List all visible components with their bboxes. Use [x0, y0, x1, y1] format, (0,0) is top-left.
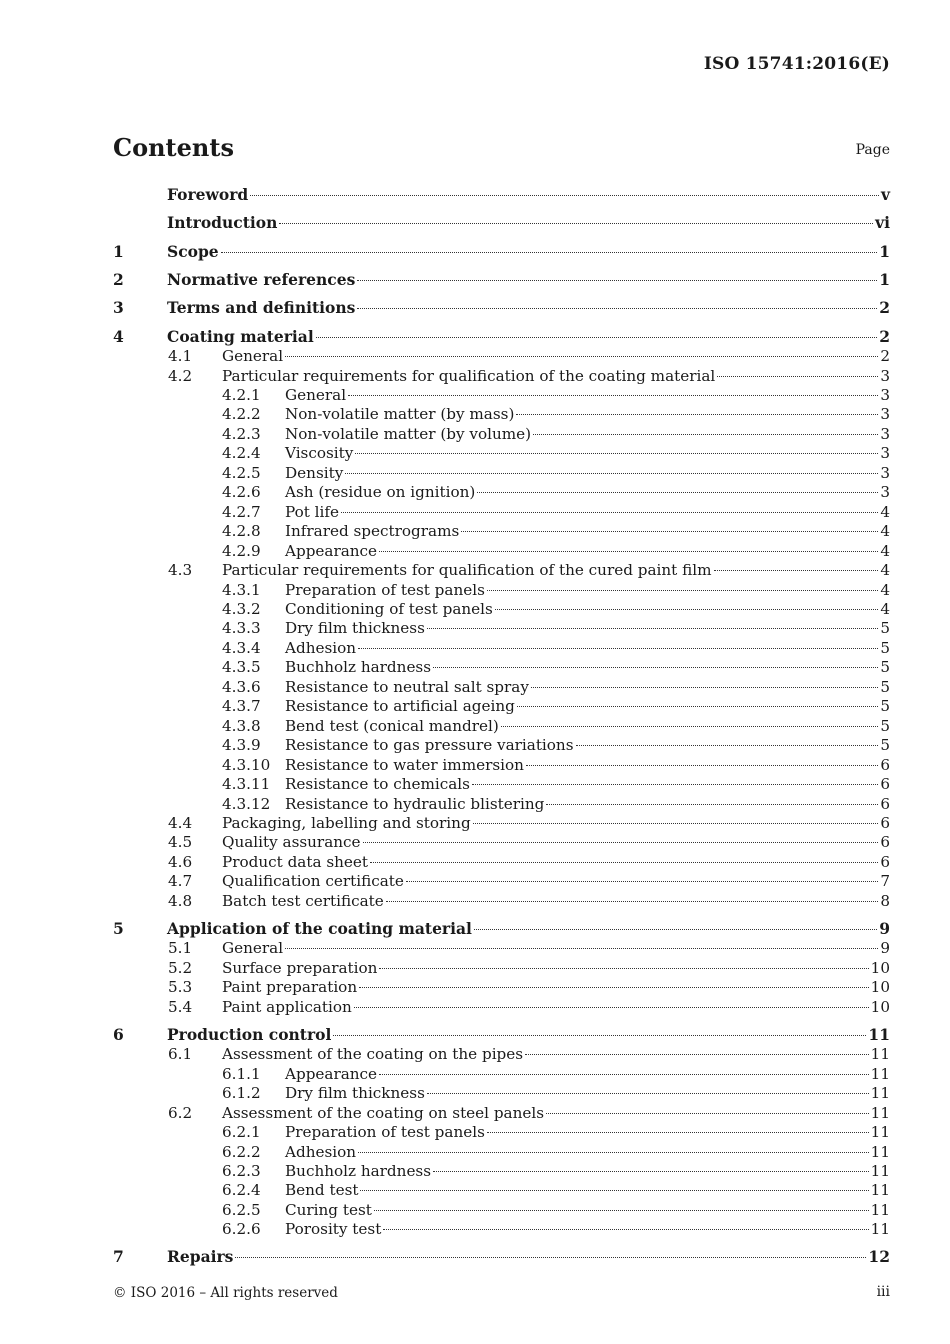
toc-entry[interactable]	[113, 1180, 890, 1200]
dot-leader	[360, 1189, 868, 1191]
toc-entry-title: Introduction	[167, 213, 278, 233]
toc-entry-number: 4.6	[168, 852, 193, 871]
toc-entry-number: 4.2.5	[222, 463, 261, 482]
toc-entry-title: Bend test (conical mandrel)	[285, 716, 499, 735]
toc-entry-page: 2	[880, 347, 890, 366]
dot-leader	[531, 686, 878, 688]
toc-entry-page: 2	[879, 298, 890, 318]
toc-entry-number: 2	[113, 269, 124, 289]
toc-entry-page: 5	[880, 638, 890, 657]
toc-entry[interactable]	[113, 1219, 890, 1239]
toc-entry[interactable]	[113, 424, 890, 444]
toc-entry-number: 4.2.7	[222, 502, 261, 521]
toc-entry[interactable]	[113, 580, 890, 600]
toc-entry-number: 4	[113, 326, 124, 346]
dot-leader	[341, 511, 878, 513]
toc-entry-number: 4.3.4	[222, 638, 261, 657]
toc-entry-page: 6	[880, 833, 890, 852]
toc-entry-number: 6.1.2	[222, 1084, 261, 1103]
toc-entry[interactable]	[113, 997, 890, 1017]
toc-entry[interactable]	[113, 270, 890, 290]
dot-leader	[333, 1034, 866, 1036]
toc-entry-number: 4.4	[168, 813, 193, 832]
toc-entry-page: 5	[880, 736, 890, 755]
toc-entry-page: 11	[868, 1024, 890, 1044]
toc-entry[interactable]	[113, 521, 890, 541]
toc-entry[interactable]	[113, 327, 890, 347]
toc-entry[interactable]	[113, 1247, 890, 1267]
toc-entry[interactable]	[113, 502, 890, 522]
toc-entry-title: Resistance to gas pressure variations	[285, 736, 574, 755]
toc-entry-page: 4	[880, 541, 890, 560]
toc-entry-title: Qualification certificate	[222, 872, 404, 891]
toc-entry[interactable]	[113, 213, 890, 233]
toc-entry[interactable]	[113, 404, 890, 424]
toc-entry-page: 5	[880, 677, 890, 696]
toc-entry[interactable]	[113, 755, 890, 775]
dot-leader	[487, 1131, 869, 1133]
toc-entry-number: 6.2.3	[222, 1162, 261, 1180]
toc-entry-page: 3	[880, 366, 890, 385]
toc-entry-title: Quality assurance	[222, 833, 361, 852]
toc-entry[interactable]	[113, 1161, 890, 1181]
toc-entry[interactable]	[113, 1064, 890, 1084]
toc-entry-number: 4.3.1	[222, 580, 261, 599]
toc-entry[interactable]	[113, 794, 890, 814]
toc-entry-title: Conditioning of test panels	[285, 599, 493, 618]
toc-entry[interactable]	[113, 242, 890, 262]
toc-entry-page: 11	[870, 1220, 890, 1239]
toc-entry[interactable]	[113, 599, 890, 619]
dot-leader	[355, 452, 878, 454]
toc-entry[interactable]	[113, 774, 890, 794]
toc-entry-number: 4.3.5	[222, 658, 261, 677]
dot-leader	[433, 666, 878, 668]
toc-entry-title: Curing test	[285, 1200, 372, 1219]
toc-entry[interactable]	[113, 618, 890, 638]
dot-leader	[714, 569, 879, 571]
dot-leader	[461, 530, 878, 532]
toc-entry-page: v	[880, 185, 890, 204]
toc-entry-number: 3	[113, 298, 124, 318]
toc-entry-title: Product data sheet	[222, 852, 368, 871]
dot-leader	[374, 1209, 869, 1211]
toc-entry-title: Adhesion	[285, 638, 357, 657]
toc-entry-number: 4.3.10	[222, 755, 271, 774]
toc-entry-page: 10	[870, 978, 890, 997]
toc-entry-number: 5.3	[168, 978, 193, 997]
toc-entry[interactable]	[113, 385, 890, 405]
toc-entry-number: 6.2.2	[222, 1142, 261, 1161]
toc-entry[interactable]	[113, 1122, 890, 1142]
toc-entry-page: 3	[880, 424, 890, 443]
toc-entry[interactable]	[113, 657, 890, 677]
toc-entry-title: Assessment of the coating on steel panels	[222, 1103, 545, 1122]
toc-entry-page: 11	[870, 1142, 890, 1161]
toc-entry[interactable]	[113, 938, 890, 958]
toc-entry-title: Surface preparation	[222, 958, 378, 977]
toc-entry-page: 3	[880, 444, 890, 463]
toc-entry-title: Normative references	[167, 269, 356, 289]
toc-entry-page: 5	[880, 697, 890, 716]
toc-entry[interactable]	[113, 1025, 890, 1045]
toc-entry-title: Viscosity	[285, 444, 354, 463]
toc-entry[interactable]	[113, 735, 890, 755]
dot-leader	[221, 251, 878, 253]
toc-entry-page: 11	[870, 1200, 890, 1219]
toc-entry-title: Resistance to chemicals	[285, 775, 470, 793]
toc-entry[interactable]	[113, 852, 890, 872]
standard-number: ISO 15741:2016(E)	[703, 54, 890, 74]
dot-leader	[472, 783, 878, 785]
toc-entry-number: 4.2.3	[222, 424, 261, 443]
dot-leader	[379, 1073, 869, 1075]
toc-entry-title: Bend test	[285, 1181, 359, 1200]
toc-entry-title: Infrared spectrograms	[285, 522, 460, 541]
toc-entry-number: 6.2.1	[222, 1123, 261, 1142]
toc-entry-number: 4.3.6	[222, 677, 261, 696]
toc-entry[interactable]	[113, 677, 890, 697]
toc-entry-title: Scope	[167, 241, 219, 261]
toc-entry[interactable]	[113, 716, 890, 736]
toc-entry-title: Foreword	[167, 185, 249, 204]
toc-entry-title: Preparation of test panels	[285, 580, 485, 599]
toc-entry-title: Porosity test	[285, 1220, 382, 1239]
toc-entry-number: 4.3.9	[222, 736, 261, 755]
toc-entry[interactable]	[113, 346, 890, 366]
toc-entry-number: 4.3.7	[222, 697, 261, 716]
toc-entry-title: Paint application	[222, 997, 352, 1016]
dot-leader	[477, 491, 878, 493]
toc-entry-page: 5	[880, 619, 890, 638]
toc-entry-title: Buchholz hardness	[285, 1162, 432, 1180]
toc-entry[interactable]	[113, 185, 890, 205]
dot-leader	[370, 861, 878, 863]
toc-entry[interactable]	[113, 977, 890, 997]
toc-entry-number: 5.4	[168, 997, 193, 1016]
toc-entry-title: Appearance	[285, 1064, 378, 1083]
toc-entry-title: Assessment of the coating on the pipes	[222, 1045, 524, 1064]
toc-entry[interactable]	[113, 1103, 890, 1123]
dot-leader	[717, 375, 878, 377]
toc-entry-page: 11	[870, 1162, 890, 1180]
dot-leader	[533, 433, 878, 435]
toc-entry-title: Non-volatile matter (by volume)	[285, 424, 532, 443]
dot-leader	[285, 355, 878, 357]
toc-entry-page: 3	[880, 483, 890, 502]
toc-entry-title: Packaging, labelling and storing	[222, 813, 471, 832]
toc-entry-number: 4.7	[168, 872, 193, 891]
toc-entry-page: vi	[875, 213, 890, 233]
toc-entry-page: 10	[870, 958, 890, 977]
toc-entry[interactable]	[113, 638, 890, 658]
toc-entry-page: 6	[880, 852, 890, 871]
dot-leader	[546, 1112, 869, 1114]
toc-entry-page: 3	[880, 463, 890, 482]
toc-entry[interactable]	[113, 832, 890, 852]
toc-entry-number: 4.2.6	[222, 483, 261, 502]
toc-entry[interactable]	[113, 560, 890, 580]
toc-entry-page: 6	[880, 775, 890, 793]
toc-entry-title: Buchholz hardness	[285, 658, 432, 677]
toc-entry-title: Non-volatile matter (by mass)	[285, 405, 515, 424]
toc-entry-number: 6.1	[168, 1045, 193, 1064]
page-number: iii	[876, 1284, 890, 1300]
toc-entry-title: Repairs	[167, 1247, 234, 1267]
toc-entry[interactable]	[113, 366, 890, 386]
toc-entry-title: Appearance	[285, 541, 378, 560]
dot-leader	[516, 413, 878, 415]
toc-entry-title: Paint preparation	[222, 978, 358, 997]
toc-entry-page: 3	[880, 386, 890, 404]
toc-entry-title: Particular requirements for qualification of the cured paint film	[222, 561, 712, 579]
toc-entry-page: 9	[879, 918, 890, 938]
toc-entry-number: 4.2.9	[222, 541, 261, 560]
toc-entry-title: Coating material	[167, 326, 314, 346]
dot-leader	[427, 627, 878, 629]
toc-entry-number: 5	[113, 918, 124, 938]
toc-entry[interactable]	[113, 463, 890, 483]
page-title: Contents	[113, 133, 234, 162]
toc-entry-number: 4.3.3	[222, 619, 261, 638]
dot-leader	[250, 194, 879, 196]
toc-entry-title: Batch test certificate	[222, 891, 384, 910]
dot-leader	[345, 472, 878, 474]
dot-leader	[358, 647, 878, 649]
page-column-label: Page	[855, 142, 890, 158]
toc-entry-page: 8	[880, 891, 890, 910]
toc-entry-page: 4	[880, 522, 890, 541]
dot-leader	[517, 705, 878, 707]
toc-entry-number: 6.2.5	[222, 1200, 261, 1219]
toc-entry-title: General	[222, 347, 284, 366]
toc-entry[interactable]	[113, 871, 890, 891]
toc-entry-number: 6.2	[168, 1103, 193, 1122]
toc-entry[interactable]	[113, 1142, 890, 1162]
toc-entry-number: 6.1.1	[222, 1064, 261, 1083]
toc-entry-number: 4.8	[168, 891, 193, 910]
toc-entry[interactable]	[113, 958, 890, 978]
toc-entry-title: Particular requirements for qualification of the coating material	[222, 366, 716, 385]
dot-leader	[379, 967, 868, 969]
toc-entry-title: Terms and definitions	[167, 298, 356, 318]
dot-leader	[474, 928, 877, 930]
dot-leader	[383, 1228, 868, 1230]
toc-entry[interactable]	[113, 1083, 890, 1103]
toc-entry-page: 12	[868, 1247, 890, 1267]
toc-entry-page: 11	[870, 1084, 890, 1103]
dot-leader	[316, 336, 877, 338]
toc-entry-page: 7	[880, 872, 890, 891]
toc-entry-page: 1	[879, 241, 890, 261]
toc-entry-page: 4	[880, 599, 890, 618]
dot-leader	[427, 1092, 869, 1094]
toc-entry-title: Dry film thickness	[285, 1084, 425, 1103]
dot-leader	[379, 550, 878, 552]
toc-entry-number: 4.5	[168, 833, 193, 852]
dot-leader	[285, 947, 878, 949]
toc-entry[interactable]	[113, 919, 890, 939]
toc-entry-number: 5.1	[168, 939, 193, 958]
toc-entry-number: 4.3.2	[222, 599, 261, 618]
toc-entry-number: 4.2	[168, 366, 193, 385]
dot-leader	[433, 1170, 869, 1172]
toc-entry-page: 11	[870, 1123, 890, 1142]
dot-leader	[501, 725, 879, 727]
dot-leader	[358, 1151, 869, 1153]
toc-entry-title: Resistance to water immersion	[285, 755, 524, 774]
toc-entry-number: 4.2.4	[222, 444, 261, 463]
toc-entry[interactable]	[113, 443, 890, 463]
toc-entry[interactable]	[113, 298, 890, 318]
toc-entry-title: Ash (residue on ignition)	[285, 483, 476, 502]
toc-entry-number: 5.2	[168, 958, 193, 977]
toc-entry[interactable]	[113, 482, 890, 502]
toc-entry-title: Pot life	[285, 502, 340, 521]
dot-leader	[487, 589, 878, 591]
dot-leader	[495, 608, 879, 610]
toc-entry-number: 4.2.8	[222, 522, 261, 541]
toc-entry-title: Dry film thickness	[285, 619, 425, 638]
dot-leader	[348, 394, 878, 396]
toc-entry-title: Production control	[167, 1024, 332, 1044]
toc-entry-page: 1	[879, 269, 890, 289]
toc-entry-title: General	[285, 386, 347, 404]
toc-entry-page: 4	[880, 561, 890, 579]
toc-entry-page: 6	[880, 794, 890, 813]
toc-entry-number: 4.3.8	[222, 716, 261, 735]
dot-leader	[526, 764, 878, 766]
toc-entry-number: 6.2.4	[222, 1181, 261, 1200]
toc-entry-page: 5	[880, 716, 890, 735]
dot-leader	[363, 841, 879, 843]
toc-entry-page: 6	[880, 813, 890, 832]
dot-leader	[279, 222, 873, 224]
copyright-notice: © ISO 2016 – All rights reserved	[113, 1285, 338, 1301]
toc-entry-title: Adhesion	[285, 1142, 357, 1161]
toc-entry[interactable]	[113, 696, 890, 716]
dot-leader	[406, 880, 878, 882]
toc-entry-page: 10	[870, 997, 890, 1016]
toc-entry-page: 9	[880, 939, 890, 958]
toc-entry-number: 4.3.12	[222, 794, 271, 813]
toc-entry-page: 5	[880, 658, 890, 677]
toc-entry-number: 7	[113, 1247, 124, 1267]
dot-leader	[525, 1053, 869, 1055]
toc-entry[interactable]	[113, 813, 890, 833]
toc-entry-number: 1	[113, 241, 124, 261]
dot-leader	[235, 1256, 866, 1258]
dot-leader	[357, 279, 877, 281]
dot-leader	[546, 803, 878, 805]
toc-entry-page: 11	[870, 1045, 890, 1064]
toc-entry-title: Density	[285, 463, 344, 482]
toc-entry-number: 4.2.2	[222, 405, 261, 424]
dot-leader	[357, 307, 877, 309]
toc-entry-number: 4.1	[168, 347, 193, 366]
toc-entry-page: 4	[880, 502, 890, 521]
toc-entry-title: General	[222, 939, 284, 958]
toc-entry-page: 2	[879, 326, 890, 346]
dot-leader	[576, 744, 879, 746]
toc-entry-title: Resistance to artificial ageing	[285, 697, 515, 716]
dot-leader	[473, 822, 879, 824]
toc-entry-page: 4	[880, 580, 890, 599]
dot-leader	[386, 900, 879, 902]
dot-leader	[359, 986, 869, 988]
toc-entry-number: 4.2.1	[222, 386, 261, 404]
toc-entry-number: 6.2.6	[222, 1220, 261, 1239]
toc-entry-title: Resistance to hydraulic blistering	[285, 794, 545, 813]
toc-entry-title: Resistance to neutral salt spray	[285, 677, 529, 696]
toc-entry-page: 11	[870, 1181, 890, 1200]
toc-entry-page: 11	[870, 1064, 890, 1083]
toc-entry[interactable]	[113, 1044, 890, 1064]
dot-leader	[354, 1006, 869, 1008]
toc-entry[interactable]	[113, 541, 890, 561]
toc-entry[interactable]	[113, 891, 890, 911]
toc-entry-page: 6	[880, 755, 890, 774]
toc-entry-title: Application of the coating material	[167, 918, 472, 938]
toc-entry-number: 6	[113, 1024, 124, 1044]
toc-entry-page: 11	[870, 1103, 890, 1122]
toc-entry-title: Preparation of test panels	[285, 1123, 485, 1142]
toc-entry-number: 4.3.11	[222, 775, 271, 793]
toc-entry-number: 4.3	[168, 561, 193, 579]
toc-entry-page: 3	[880, 405, 890, 424]
toc-entry[interactable]	[113, 1200, 890, 1220]
